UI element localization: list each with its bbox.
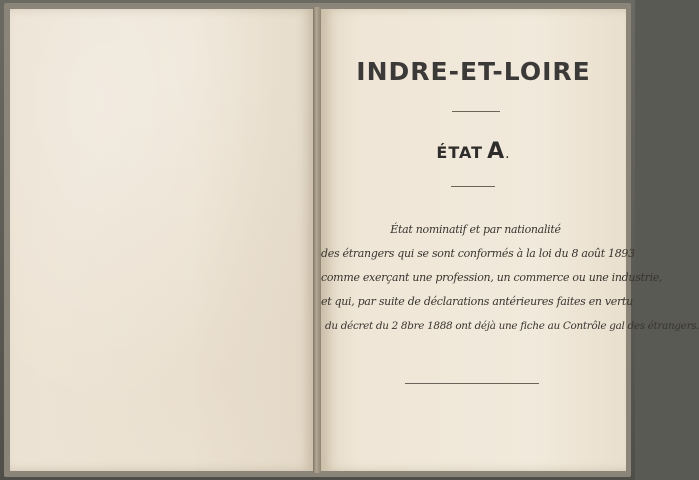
description-line: comme exerçant une profession, un commerce ou une industrie, bbox=[321, 271, 663, 284]
paper-texture bbox=[10, 9, 313, 471]
divider-rule bbox=[452, 111, 500, 112]
state-prefix: ÉTAT bbox=[436, 143, 484, 162]
right-title-page bbox=[321, 9, 699, 471]
state-letter: A bbox=[487, 139, 506, 164]
description-line: des étrangers qui se sont conformés à la loi du 8 août 1893 bbox=[321, 247, 635, 260]
description-line: État nominatif et par nationalité bbox=[390, 223, 561, 236]
document-title: INDRE-ET-LOIRE bbox=[356, 57, 591, 86]
divider-rule bbox=[451, 186, 495, 187]
document-description bbox=[321, 218, 699, 338]
state-suffix: . bbox=[505, 146, 511, 162]
description-line: du décret du 2 8bre 1888 ont déjà une fiche au Contrôle gal des étrangers. bbox=[325, 320, 699, 332]
book-gutter bbox=[313, 7, 321, 473]
description-line: et qui, par suite de déclarations antérieures faites en vertu bbox=[321, 295, 633, 308]
closing-rule bbox=[405, 383, 539, 384]
state-heading bbox=[321, 139, 626, 164]
left-blank-page bbox=[10, 9, 313, 471]
